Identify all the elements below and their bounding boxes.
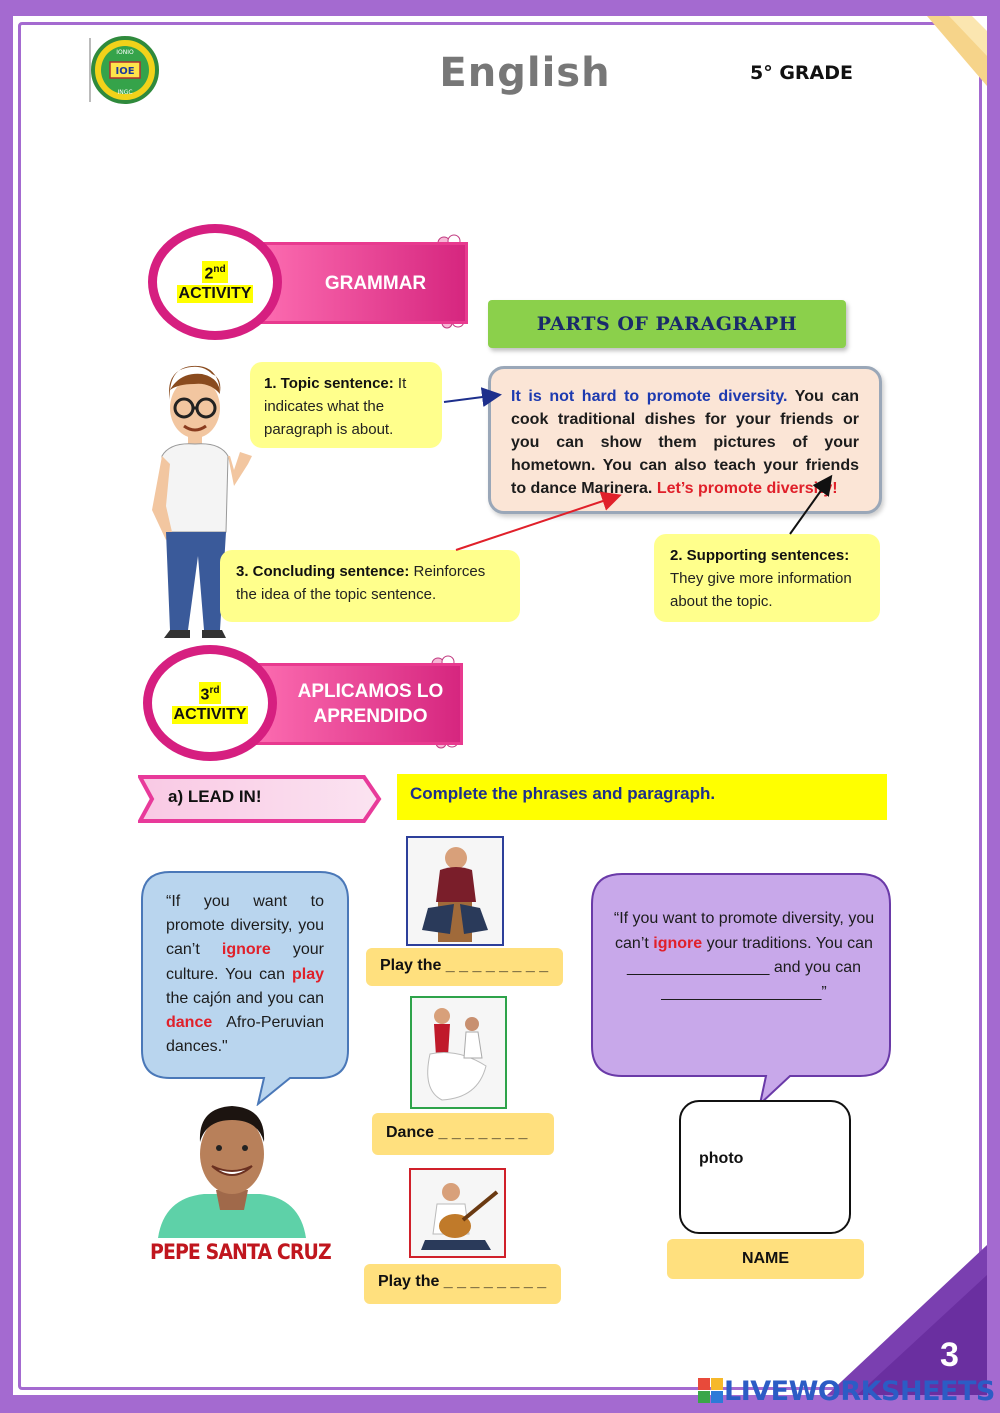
svg-text:IONIO: IONIO — [116, 49, 134, 56]
lead-in-label: a) LEAD IN! — [168, 787, 262, 806]
activity-2-title: GRAMMAR — [243, 242, 468, 324]
svg-text:INGC: INGC — [117, 89, 133, 96]
photo-label: photo — [699, 1150, 744, 1167]
page-number: 3 — [940, 1336, 959, 1374]
liveworksheets-text: LIVEWORKSHEETS — [724, 1375, 995, 1407]
connector-arrows — [0, 0, 1000, 700]
person-name: PEPE SANTA CRUZ — [150, 1240, 331, 1264]
topic-sentence-note: 1. Topic sentence: It indicates what the paragraph is about. — [250, 362, 442, 448]
page-title: English — [439, 50, 611, 96]
activity-3-title: APLICAMOS LO APRENDIDO — [238, 663, 463, 745]
quote-left-text: “If you want to promote diversity, you can’t ignore your culture. You can play the cajón and you can dance Afro-Peruvian dances." — [166, 893, 324, 1056]
supporting-sentences: You can cook traditional dishes for your friends or you can show them pictures of your hometown. You can also teach your friends to dance Marinera. — [511, 388, 859, 497]
activity-3-badge: 3rd ACTIVITY — [143, 645, 277, 761]
cajon-photo — [406, 836, 504, 946]
blank-label-2[interactable]: Dance _ _ _ _ _ _ _ — [372, 1113, 554, 1155]
liveworksheets-logo-icon — [698, 1378, 724, 1404]
supporting-sentences-note: 2. Supporting sentences: They give more information about the topic. — [654, 534, 880, 622]
grade-label: 5° GRADE — [750, 62, 854, 84]
page-corner-decoration — [827, 1245, 987, 1395]
blank-label-3[interactable]: Play the _ _ _ _ _ _ _ _ — [364, 1264, 561, 1304]
concluding-sentence-note: 3. Concluding sentence: Reinforces the idea of the topic sentence. — [220, 550, 520, 622]
instruction-text: Complete the phrases and paragraph. — [397, 774, 887, 820]
quote-right-text[interactable]: “If you want to promote diversity, you can’t ignore your traditions. You can ________________ and you can __________________” — [613, 910, 875, 1001]
dancer-photo — [410, 996, 507, 1109]
activity-2-badge: 2nd ACTIVITY — [148, 224, 282, 340]
concluding-arrow — [456, 496, 618, 550]
topic-sentence: It is not hard to promote diversity. — [511, 388, 788, 405]
guitar-photo — [409, 1168, 506, 1258]
supporting-arrow — [790, 478, 830, 534]
liveworksheets-brand — [698, 1376, 995, 1406]
parts-of-paragraph-title: PARTS OF PARAGRAPH — [488, 300, 846, 348]
topic-arrow — [444, 395, 498, 402]
concluding-sentence: Let’s promote diversity! — [656, 480, 838, 497]
blank-label-1[interactable]: Play the _ _ _ _ _ _ _ _ — [366, 948, 563, 986]
svg-text:IOE: IOE — [115, 66, 135, 77]
name-field[interactable]: NAME — [667, 1239, 864, 1279]
person-photo — [154, 1098, 310, 1238]
